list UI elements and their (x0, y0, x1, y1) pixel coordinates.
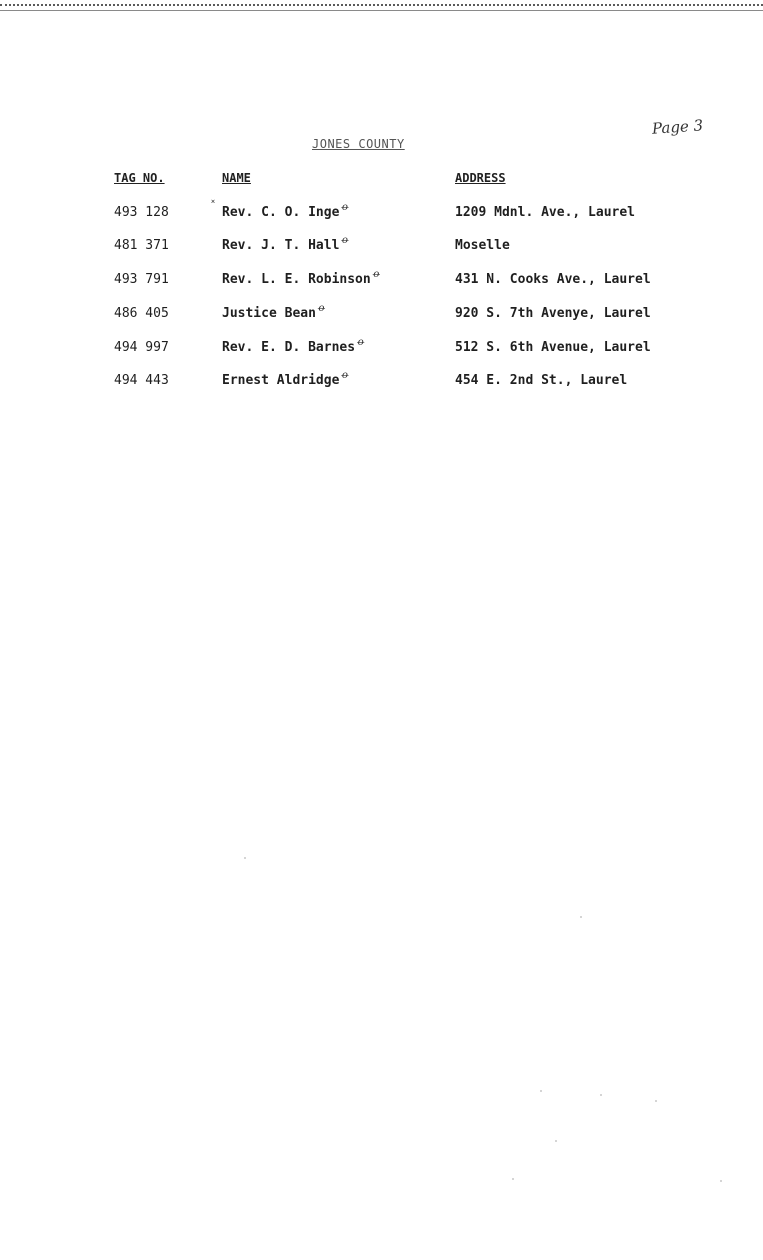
person-name (222, 337, 365, 355)
handwritten-check-mark-icon: ꝋ (341, 202, 349, 213)
name-text: Rev. E. D. Barnes (222, 340, 356, 355)
scan-speck (244, 857, 246, 859)
table-row (0, 370, 763, 393)
address: 454 E. 2nd St., Laurel (455, 373, 628, 388)
handwritten-check-mark-icon: ꝋ (357, 337, 365, 348)
page-title: JONES COUNTY (312, 137, 405, 151)
person-name (222, 202, 349, 220)
address: 1209 Mdnl. Ave., Laurel (455, 205, 636, 220)
table-row (0, 199, 763, 225)
table-row (0, 235, 763, 258)
top-edge-rule (0, 10, 763, 11)
handwritten-check-mark-icon: ꝋ (341, 370, 349, 381)
name-text: Rev. L. E. Robinson (222, 272, 371, 287)
scan-speck (655, 1100, 657, 1102)
tag-number: 494 443 (114, 373, 169, 388)
handwritten-check-mark-icon: ꝋ (372, 269, 380, 280)
table-row (0, 269, 763, 292)
address: 512 S. 6th Avenue, Laurel (455, 340, 651, 355)
handwritten-check-mark-icon: ꝋ (341, 235, 349, 246)
table-row (0, 337, 763, 360)
scan-speck (600, 1094, 602, 1096)
name-text: Rev. C. O. Inge (222, 205, 340, 220)
tag-number: 493 791 (114, 272, 169, 287)
handwritten-check-mark-icon: ˟ (210, 199, 217, 210)
person-name (222, 235, 349, 253)
tag-number: 493 128 (114, 205, 169, 220)
person-name (222, 269, 380, 287)
address: 920 S. 7th Avenye, Laurel (455, 306, 651, 321)
header-name: NAME (222, 171, 251, 185)
handwritten-check-mark-icon: ꝋ (317, 303, 326, 314)
handwritten-page-note: Page 3 (651, 116, 704, 138)
address: 431 N. Cooks Ave., Laurel (455, 272, 651, 287)
tag-number: 481 371 (114, 238, 169, 253)
person-name (222, 370, 349, 388)
scan-speck (580, 916, 582, 918)
scan-speck (555, 1140, 557, 1142)
address: Moselle (455, 238, 510, 253)
name-text: Ernest Aldridge (222, 373, 340, 388)
tag-number: 494 997 (114, 340, 169, 355)
scan-speck (720, 1180, 722, 1182)
name-text: Justice Bean (222, 306, 316, 321)
header-tag-no: TAG NO. (114, 171, 165, 185)
name-text: Rev. J. T. Hall (222, 238, 340, 253)
table-row (0, 303, 763, 326)
scan-speck (512, 1178, 514, 1180)
top-edge-border (0, 4, 763, 6)
header-address: ADDRESS (455, 171, 506, 185)
tag-number: 486 405 (114, 306, 169, 321)
scan-speck (540, 1090, 542, 1092)
person-name (222, 303, 326, 321)
